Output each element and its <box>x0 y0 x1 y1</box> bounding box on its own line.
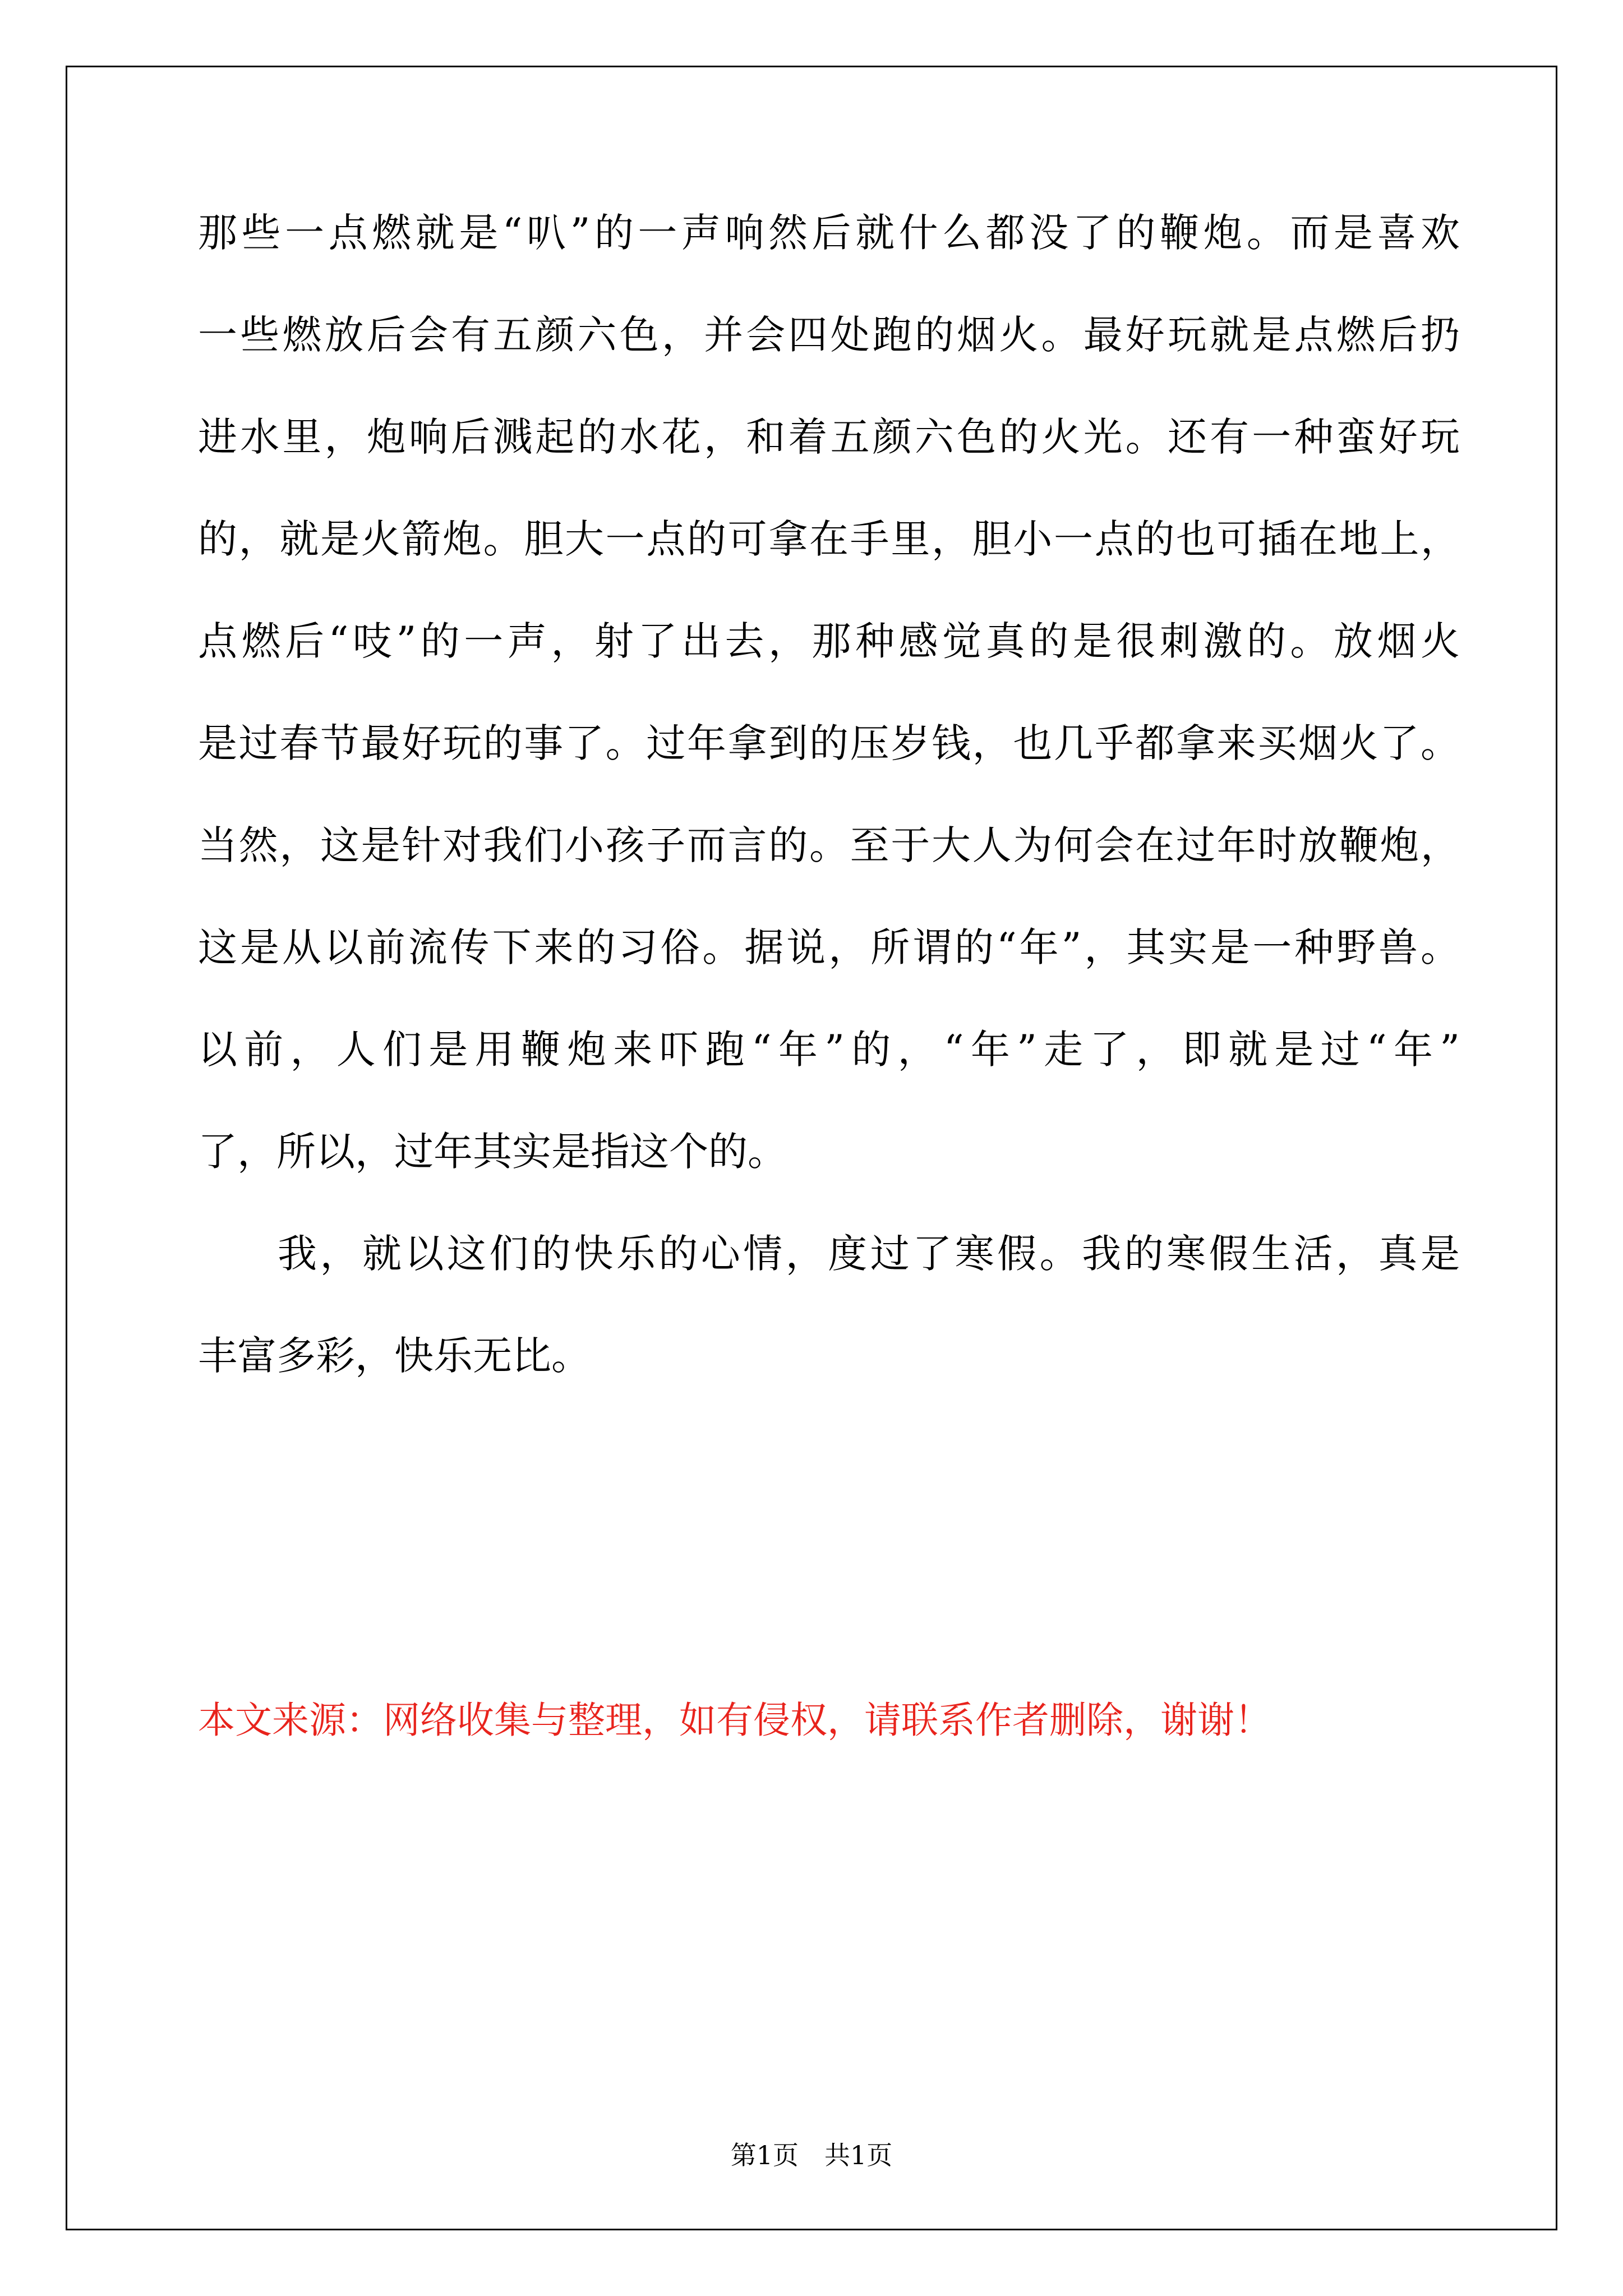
paragraph-line: 进水里，炮响后溅起的水花，和着五颜六色的火光。还有一种蛮好玩 <box>198 414 1460 460</box>
paragraph-line: 点燃后“吱”的一声，射了出去，那种感觉真的是很刺激的。放烟火 <box>198 618 1460 664</box>
paragraph-line: 了，所以，过年其实是指这个的。 <box>198 1129 787 1175</box>
page-footer: 第1页 共1页 <box>730 2140 893 2170</box>
source-note: 本文来源：网络收集与整理，如有侵权，请联系作者删除，谢谢！ <box>198 1699 1271 1742</box>
paragraph-line: 当然，这是针对我们小孩子而言的。至于大人为何会在过年时放鞭炮， <box>198 822 1460 868</box>
paragraph-line: 那些一点燃就是“叭”的一声响然后就什么都没了的鞭炮。而是喜欢 <box>198 210 1460 256</box>
paragraph-line: 这是从以前流传下来的习俗。据说，所谓的“年”，其实是一种野兽。 <box>198 924 1460 970</box>
closing-paragraph-line: 丰富多彩，快乐无比。 <box>198 1333 591 1379</box>
paragraph-line: 是过春节最好玩的事了。过年拿到的压岁钱，也几乎都拿来买烟火了。 <box>198 720 1460 766</box>
closing-paragraph-line: 我，就以这们的快乐的心情，度过了寒假。我的寒假生活，真是 <box>278 1231 1460 1277</box>
paragraph-line: 以前，人们是用鞭炮来吓跑“年”的，“年”走了，即就是过“年” <box>198 1027 1460 1073</box>
paragraph-line: 的，就是火箭炮。胆大一点的可拿在手里，胆小一点的也可插在地上， <box>198 516 1460 562</box>
paragraph-line: 一些燃放后会有五颜六色，并会四处跑的烟火。最好玩就是点燃后扔 <box>198 312 1460 358</box>
